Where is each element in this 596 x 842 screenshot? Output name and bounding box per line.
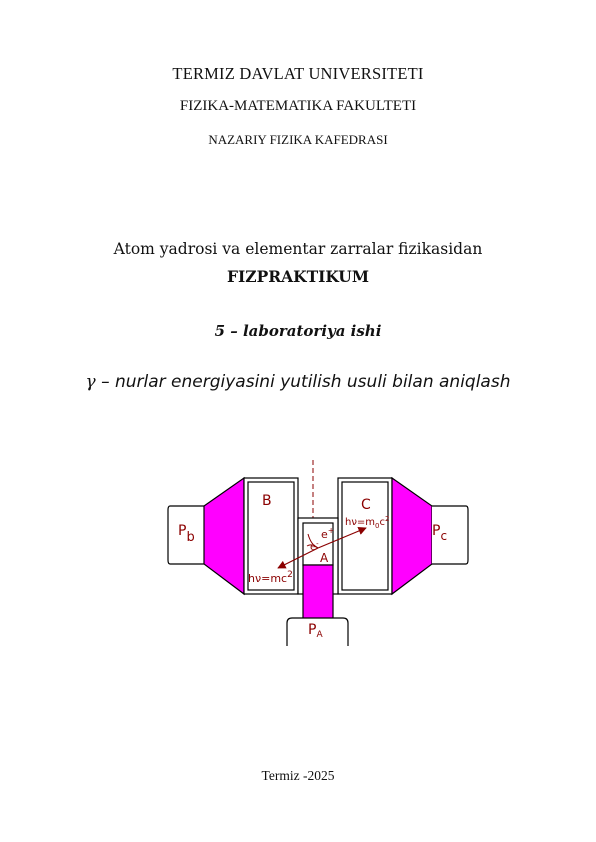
label-hv-right: $h\nu=m_0c^2$ (345, 515, 390, 530)
pmt-c-cone (392, 478, 432, 594)
pmt-b-cone (204, 478, 244, 594)
lab-topic (0, 372, 596, 392)
label-pa: $P_A$ (308, 622, 323, 640)
label-pb: Pb (178, 523, 195, 545)
label-hv-left: $h\nu=mc^2$ (248, 570, 293, 585)
university-name: TERMIZ DAVLAT UNIVERSITETI (172, 64, 424, 83)
label-e-minus: e- (310, 540, 319, 553)
department-name: NAZARIY FIZIKA KAFEDRASI (208, 132, 388, 147)
label-b: B (262, 493, 272, 509)
gamma-symbol: γ (85, 372, 96, 392)
document-kind: FIZPRAKTIKUM (227, 267, 369, 286)
label-e-plus: e+ (321, 526, 335, 541)
apparatus-diagram (160, 458, 470, 650)
faculty-name: FIZIKA-MATEMATIKA FAKULTETI (179, 98, 417, 114)
course-title: Atom yadrosi va elementar zarralar fizikasidan (113, 240, 483, 258)
place-and-year: Termiz -2025 (261, 768, 335, 783)
label-pc: Pc (432, 523, 448, 543)
target-a-scintillator (303, 565, 333, 620)
label-a: A (320, 551, 329, 565)
lab-number: 5 – laboratoriya ishi (214, 322, 382, 340)
label-c: C (361, 497, 371, 513)
lab-topic-text: – nurlar energiyasini yutilish usuli bilan aniqlash (95, 372, 511, 392)
